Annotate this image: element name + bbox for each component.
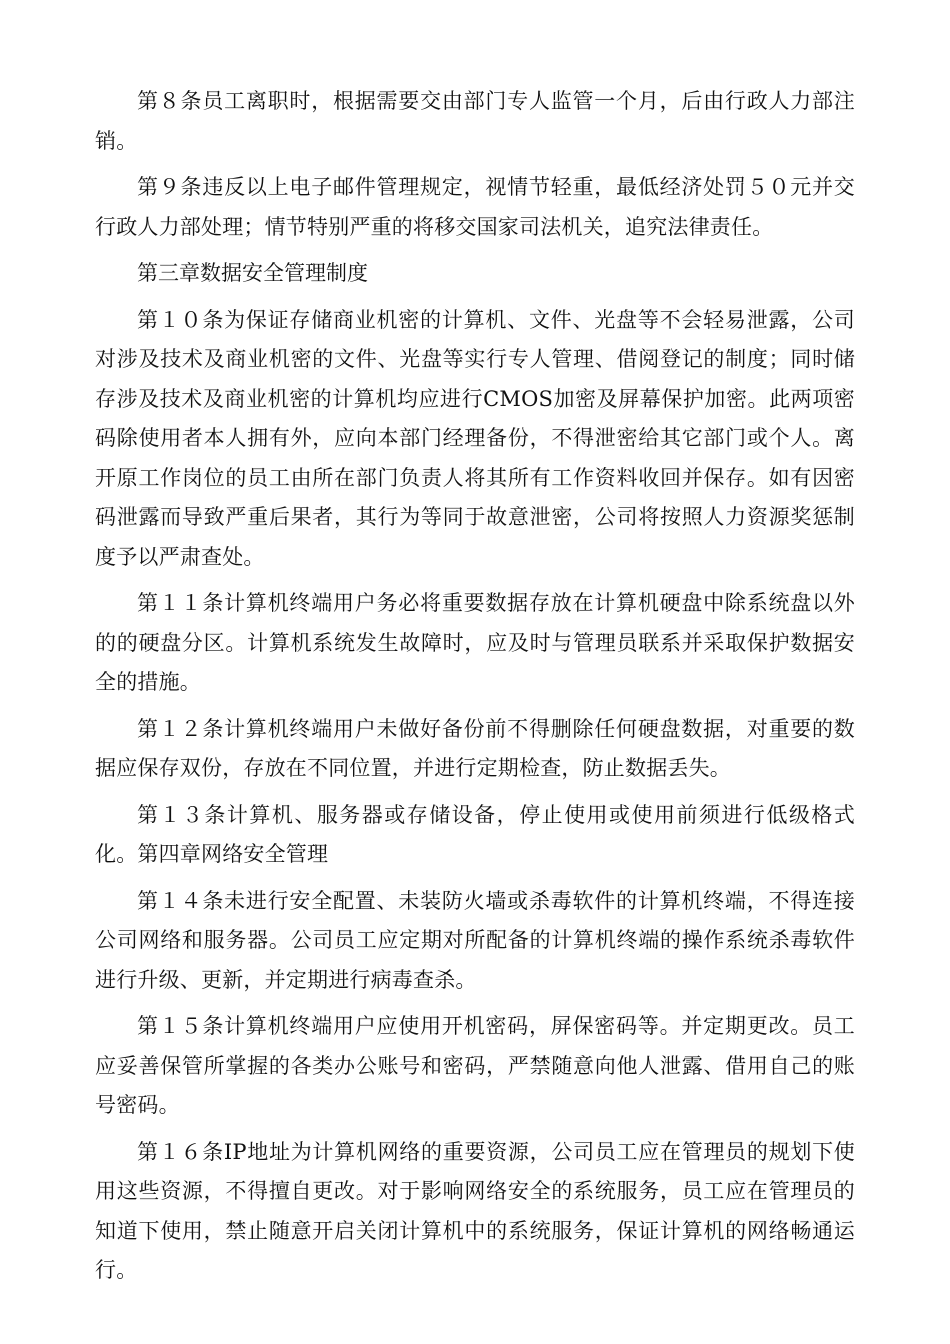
- article-15-paragraph: 第１５条计算机终端用户应使用开机密码，屏保密码等。并定期更改。员工应妥善保管所掌握的各类办公账号和密码，严禁随意向他人泄露、借用自己的账号密码。: [95, 1014, 855, 1117]
- article-16-paragraph: 第１６条IP地址为计算机网络的重要资源，公司员工应在管理员的规划下使用这些资源，不得擅自更改。对于影响网络安全的系统服务，员工应在管理员的知道下使用，禁止随意开启关闭计算机中的系统服务，保证计算机的网络畅通运行。: [95, 1139, 855, 1282]
- article-13-paragraph: 第１３条计算机、服务器或存储设备，停止使用或使用前须进行低级格式化。第四章网络安全管理: [95, 802, 855, 866]
- article-11-paragraph: 第１１条计算机终端用户务必将重要数据存放在计算机硬盘中除系统盘以外的的硬盘分区。计算机系统发生故障时，应及时与管理员联系并采取保护数据安全的措施。: [95, 591, 855, 694]
- chapter-3-heading: 第三章数据安全管理制度: [137, 261, 368, 285]
- article-10-paragraph: 第１０条为保证存储商业机密的计算机、文件、光盘等不会轻易泄露，公司对涉及技术及商业机密的文件、光盘等实行专人管理、借阅登记的制度；同时储存涉及技术及商业机密的计算机均应进行CMOS加密及屏幕保护加密。此两项密码除使用者本人拥有外，应向本部门经理备份，不得泄密给其它部门或个人。离开原工作岗位的员工由所在部门负责人将其所有工作资料收回并保存。如有因密码泄露而导致严重后果者，其行为等同于故意泄密，公司将按照人力资源奖惩制度予以严肃查处。: [95, 307, 855, 569]
- article-9-paragraph: 第９条违反以上电子邮件管理规定，视情节轻重，最低经济处罚５０元并交行政人力部处理；情节特别严重的将移交国家司法机关，追究法律责任。: [95, 175, 855, 239]
- article-12-paragraph: 第１２条计算机终端用户未做好备份前不得删除任何硬盘数据，对重要的数据应保存双份，存放在不同位置，并进行定期检查，防止数据丢失。: [95, 716, 855, 780]
- document-page: [95, 82, 855, 1298]
- article-8-paragraph: 第８条员工离职时，根据需要交由部门专人监管一个月，后由行政人力部注销。: [95, 89, 855, 153]
- article-14-paragraph: 第１４条未进行安全配置、未装防火墙或杀毒软件的计算机终端，不得连接公司网络和服务器。公司员工应定期对所配备的计算机终端的操作系统杀毒软件进行升级、更新，并定期进行病毒查杀。: [95, 888, 855, 992]
